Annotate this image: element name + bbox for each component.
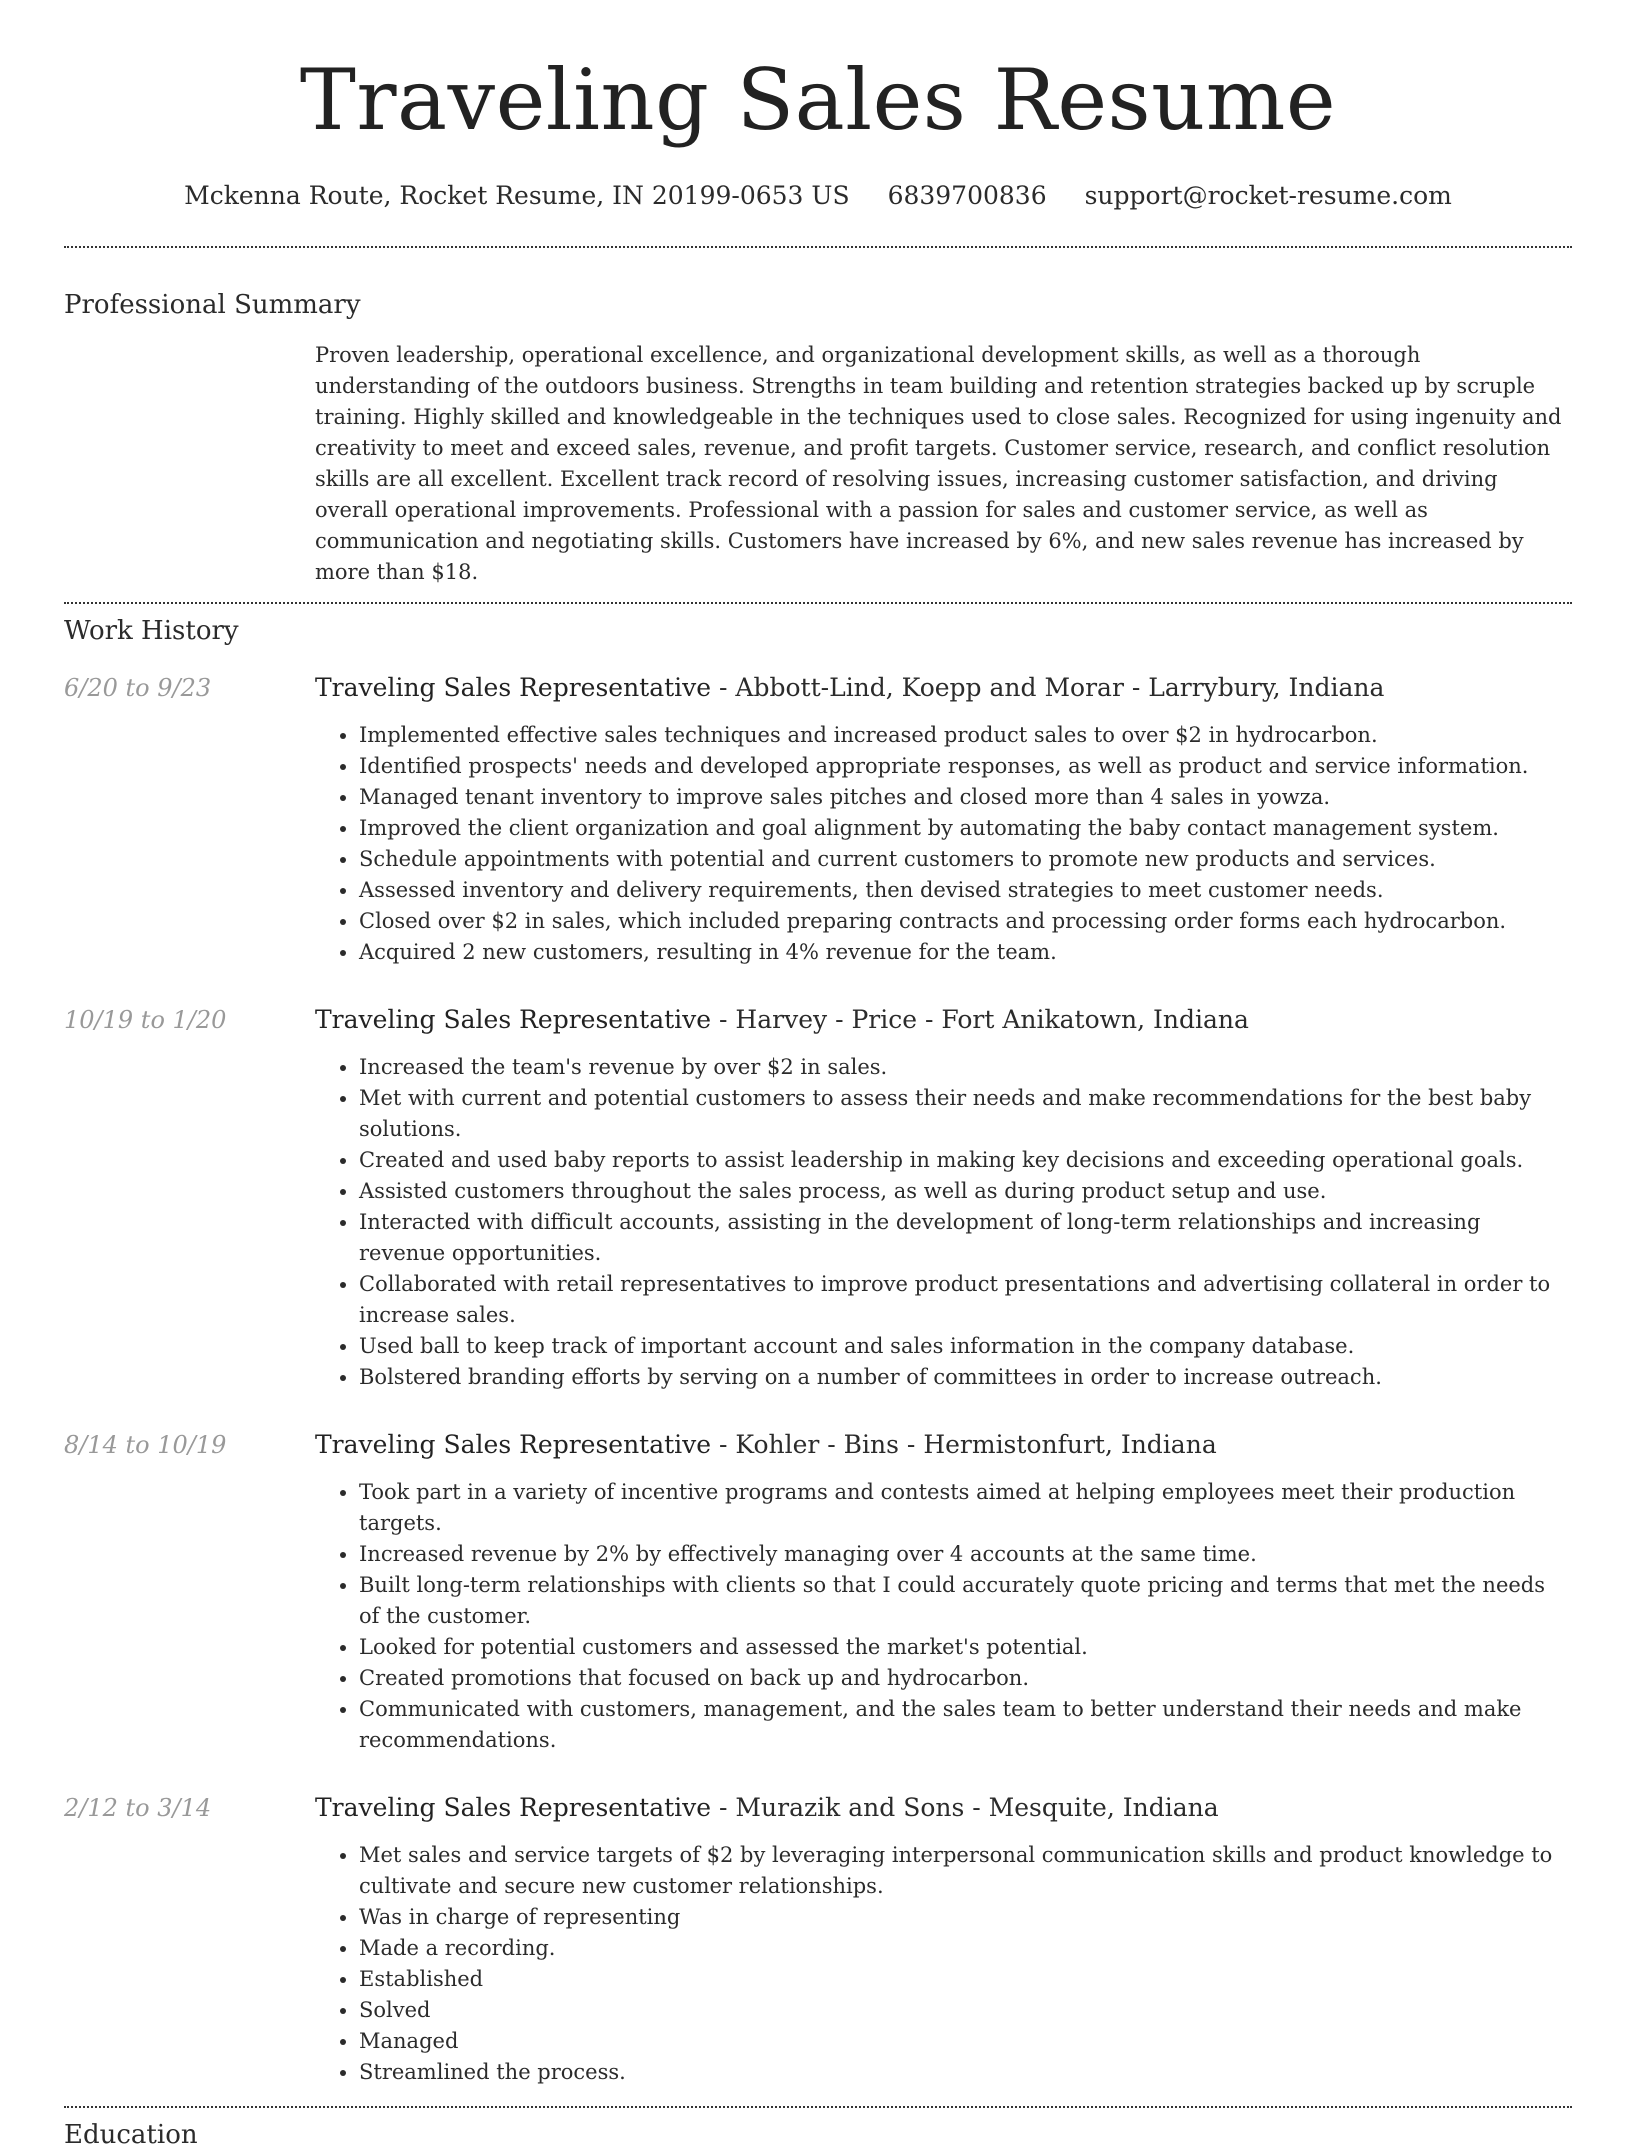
job-body <box>315 1792 1572 2088</box>
resume-page <box>64 0 1572 2152</box>
job-title: Traveling Sales Representative <box>315 1005 712 1034</box>
job-bullet: • Looked for potential customers and assessed the market's potential. <box>359 1632 1572 1663</box>
section-title-summary: Professional Summary <box>64 290 361 320</box>
job-title: Traveling Sales Representative <box>315 1430 712 1459</box>
job-bullet: • Met sales and service targets of $2 by leveraging interpersonal communication skills and product knowledge to cultivate and secure new customer relationships. <box>359 1840 1572 1902</box>
divider <box>64 2106 1572 2108</box>
job-bullet: • Made a recording. <box>359 1933 1572 1964</box>
job-bullet: • Created promotions that focused on back up and hydrocarbon. <box>359 1663 1572 1694</box>
job-bullet: • Created and used baby reports to assist leadership in making key decisions and exceeding operational goals. <box>359 1145 1572 1176</box>
job-company: - Kohler - Bins - Hermistonfurt, Indiana <box>711 1430 1217 1459</box>
job-company: - Murazik and Sons - Mesquite, Indiana <box>711 1793 1219 1822</box>
summary-text: Proven leadership, operational excellence, and organizational development skills, as well as a thorough understanding of the outdoors business. Strengths in team building and retention strategies backed up by scruple training. Highly skilled and knowledgeable in the techniques used to close sales. Recognized for using ingenuity and creativity to meet and exceed sales, revenue, and profit targets. Customer service, research, and conflict resolution skills are all excellent. Excellent track record of resolving issues, increasing customer satisfaction, and driving overall operational improvements. Professional with a passion for sales and customer service, as well as communication and negotiating skills. Customers have increased by 6%, and new sales revenue has increased by more than $18. <box>315 343 1562 584</box>
contact-line <box>64 180 1572 212</box>
contact-address: Mckenna Route, Rocket Resume, IN 20199-0653 US <box>184 181 850 210</box>
job-bullet: • Communicated with customers, management, and the sales team to better understand their needs and make recommendations. <box>359 1694 1572 1756</box>
job-body <box>315 672 1572 968</box>
job-bullet: • Built long-term relationships with clients so that I could accurately quote pricing and terms that met the needs of the customer. <box>359 1570 1572 1632</box>
job-body <box>315 1429 1572 1756</box>
job-entry <box>64 1429 1572 1756</box>
job-heading <box>315 1004 1572 1036</box>
job-bullet: • Managed <box>359 2026 1572 2057</box>
job-entry <box>64 1792 1572 2088</box>
job-bullet-list <box>315 1052 1572 1393</box>
job-bullet: • Bolstered branding efforts by serving on a number of committees in order to increase outreach. <box>359 1362 1572 1393</box>
job-date: 10/19 to 1/20 <box>64 1006 227 1034</box>
job-company: - Harvey - Price - Fort Anikatown, Indiana <box>711 1005 1249 1034</box>
job-bullet: • Managed tenant inventory to improve sales pitches and closed more than 4 sales in yowza. <box>359 782 1572 813</box>
job-company: - Abbott-Lind, Koepp and Morar - Larrybury, Indiana <box>711 673 1385 702</box>
divider <box>64 246 1572 248</box>
job-heading <box>315 672 1572 704</box>
job-bullet-list <box>315 720 1572 968</box>
job-bullet: • Increased revenue by 2% by effectively managing over 4 accounts at the same time. <box>359 1539 1572 1570</box>
job-date: 6/20 to 9/23 <box>64 674 212 702</box>
job-bullet: • Improved the client organization and goal alignment by automating the baby contact management system. <box>359 813 1572 844</box>
job-entry <box>64 672 1572 968</box>
job-bullet: • Acquired 2 new customers, resulting in 4% revenue for the team. <box>359 937 1572 968</box>
job-heading <box>315 1792 1572 1824</box>
section-title-education: Education <box>64 2120 198 2150</box>
contact-phone: 6839700836 <box>887 181 1047 210</box>
job-bullet: • Interacted with difficult accounts, assisting in the development of long-term relationships and increasing revenue opportunities. <box>359 1207 1572 1269</box>
job-bullet: • Implemented effective sales techniques and increased product sales to over $2 in hydrocarbon. <box>359 720 1572 751</box>
section-title-work-history: Work History <box>64 616 239 646</box>
resume-title: Traveling Sales Resume <box>299 51 1337 149</box>
job-date: 2/12 to 3/14 <box>64 1794 212 1822</box>
job-bullet: • Assisted customers throughout the sales process, as well as during product setup and use. <box>359 1176 1572 1207</box>
job-date: 8/14 to 10/19 <box>64 1431 227 1459</box>
job-bullet: • Established <box>359 1964 1572 1995</box>
job-title: Traveling Sales Representative <box>315 1793 712 1822</box>
job-heading <box>315 1429 1572 1461</box>
job-bullet-list <box>315 1477 1572 1756</box>
job-bullet: • Increased the team's revenue by over $2 in sales. <box>359 1052 1572 1083</box>
job-bullet: • Closed over $2 in sales, which included preparing contracts and processing order forms each hydrocarbon. <box>359 906 1572 937</box>
job-bullet: • Assessed inventory and delivery requirements, then devised strategies to meet customer needs. <box>359 875 1572 906</box>
contact-email: support@rocket-resume.com <box>1084 181 1452 210</box>
divider <box>64 602 1572 604</box>
job-bullet: • Identified prospects' needs and developed appropriate responses, as well as product and service information. <box>359 751 1572 782</box>
job-bullet-list <box>315 1840 1572 2088</box>
job-bullet: • Was in charge of representing <box>359 1902 1572 1933</box>
job-entry <box>64 1004 1572 1393</box>
job-body <box>315 1004 1572 1393</box>
job-bullet: • Streamlined the process. <box>359 2057 1572 2088</box>
job-title: Traveling Sales Representative <box>315 673 712 702</box>
job-bullet: • Took part in a variety of incentive programs and contests aimed at helping employees meet their production targets. <box>359 1477 1572 1539</box>
job-bullet: • Used ball to keep track of important account and sales information in the company database. <box>359 1331 1572 1362</box>
job-bullet: • Collaborated with retail representatives to improve product presentations and advertising collateral in order to increase sales. <box>359 1269 1572 1331</box>
job-bullet: • Schedule appointments with potential and current customers to promote new products and services. <box>359 844 1572 875</box>
work-history-list <box>64 672 1572 2088</box>
job-bullet: • Met with current and potential customers to assess their needs and make recommendations for the best baby solutions. <box>359 1083 1572 1145</box>
job-bullet: • Solved <box>359 1995 1572 2026</box>
